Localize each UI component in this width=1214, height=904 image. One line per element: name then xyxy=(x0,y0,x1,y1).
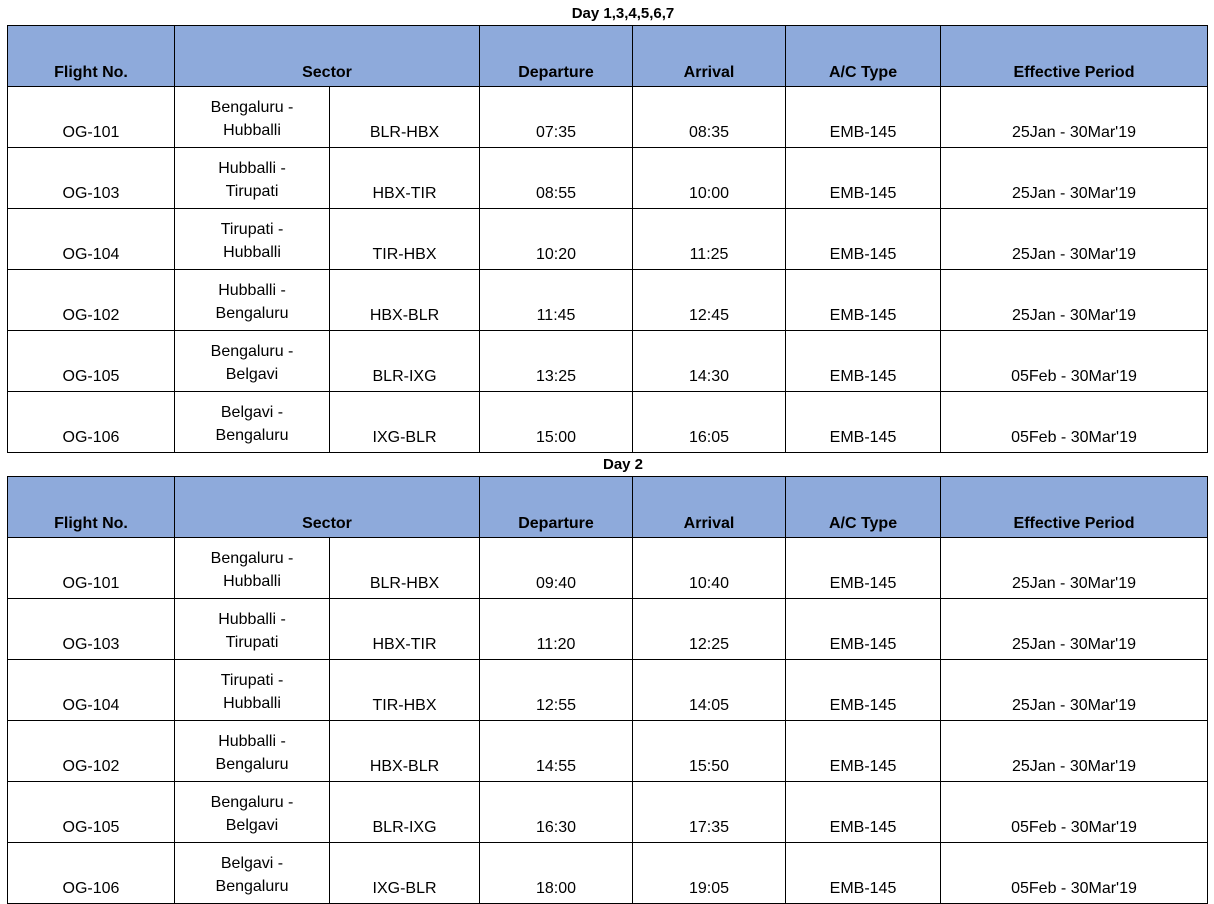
schedule-title: Day 1,3,4,5,6,7 xyxy=(571,5,675,22)
table-row xyxy=(8,721,1208,782)
flight-number: OG-101 xyxy=(8,87,175,148)
arrival-time: 12:25 xyxy=(633,599,786,660)
arrival-time: 15:50 xyxy=(633,721,786,782)
city-to: Bengaluru xyxy=(215,427,289,444)
table-row xyxy=(8,782,1208,843)
effective-period: 25Jan - 30Mar'19 xyxy=(941,599,1208,660)
sector-code: IXG-BLR xyxy=(330,843,480,904)
effective-period: 05Feb - 30Mar'19 xyxy=(941,843,1208,904)
sector-code: HBX-BLR xyxy=(330,721,480,782)
sector-cities xyxy=(175,599,330,660)
flight-number: OG-103 xyxy=(8,599,175,660)
header-row xyxy=(8,477,1208,538)
arrival-time: 17:35 xyxy=(633,782,786,843)
table-row xyxy=(8,148,1208,209)
sector-code: TIR-HBX xyxy=(330,660,480,721)
aircraft-type: EMB-145 xyxy=(786,209,941,270)
schedule-title: Day 2 xyxy=(602,456,644,473)
flight-number: OG-101 xyxy=(8,538,175,599)
table-row xyxy=(8,538,1208,599)
sector-cities xyxy=(175,538,330,599)
effective-period: 25Jan - 30Mar'19 xyxy=(941,209,1208,270)
city-from: Bengaluru - xyxy=(210,550,294,567)
sector-code: BLR-HBX xyxy=(330,538,480,599)
city-from: Bengaluru - xyxy=(210,99,294,116)
sector-cities xyxy=(175,660,330,721)
arrival-time: 14:05 xyxy=(633,660,786,721)
header-effective-period: Effective Period xyxy=(941,26,1208,87)
city-from: Bengaluru - xyxy=(210,343,294,360)
schedule-block-2 xyxy=(7,453,1207,904)
schedule-block-1 xyxy=(7,2,1207,453)
departure-time: 09:40 xyxy=(480,538,633,599)
table-row xyxy=(8,843,1208,904)
city-from: Tirupati - xyxy=(220,221,284,238)
city-to: Tirupati xyxy=(225,634,279,651)
city-to: Belgavi xyxy=(225,366,279,383)
effective-period: 05Feb - 30Mar'19 xyxy=(941,782,1208,843)
aircraft-type: EMB-145 xyxy=(786,660,941,721)
departure-time: 14:55 xyxy=(480,721,633,782)
city-from: Belgavi - xyxy=(220,404,284,421)
schedule-table xyxy=(7,25,1208,453)
sector-cities xyxy=(175,392,330,453)
sector-cities xyxy=(175,270,330,331)
header-departure: Departure xyxy=(480,26,633,87)
effective-period: 25Jan - 30Mar'19 xyxy=(941,721,1208,782)
arrival-time: 10:00 xyxy=(633,148,786,209)
city-to: Tirupati xyxy=(225,183,279,200)
sector-code: HBX-BLR xyxy=(330,270,480,331)
table-row xyxy=(8,660,1208,721)
departure-time: 11:45 xyxy=(480,270,633,331)
header-sector: Sector xyxy=(175,477,480,538)
sector-cities xyxy=(175,782,330,843)
city-to: Bengaluru xyxy=(215,756,289,773)
aircraft-type: EMB-145 xyxy=(786,148,941,209)
city-to: Belgavi xyxy=(225,817,279,834)
city-to: Hubballi xyxy=(223,244,281,261)
table-row xyxy=(8,331,1208,392)
sector-code: TIR-HBX xyxy=(330,209,480,270)
effective-period: 25Jan - 30Mar'19 xyxy=(941,270,1208,331)
table-row xyxy=(8,599,1208,660)
departure-time: 12:55 xyxy=(480,660,633,721)
flight-number: OG-105 xyxy=(8,331,175,392)
flight-number: OG-102 xyxy=(8,721,175,782)
sector-code: BLR-IXG xyxy=(330,331,480,392)
aircraft-type: EMB-145 xyxy=(786,331,941,392)
table-row xyxy=(8,87,1208,148)
aircraft-type: EMB-145 xyxy=(786,599,941,660)
aircraft-type: EMB-145 xyxy=(786,782,941,843)
city-to: Hubballi xyxy=(223,695,281,712)
departure-time: 18:00 xyxy=(480,843,633,904)
sector-code: IXG-BLR xyxy=(330,392,480,453)
city-from: Hubballi - xyxy=(218,611,286,628)
departure-time: 11:20 xyxy=(480,599,633,660)
sector-code: HBX-TIR xyxy=(330,148,480,209)
flight-number: OG-105 xyxy=(8,782,175,843)
effective-period: 25Jan - 30Mar'19 xyxy=(941,87,1208,148)
header-sector: Sector xyxy=(175,26,480,87)
flight-number: OG-102 xyxy=(8,270,175,331)
header-departure: Departure xyxy=(480,477,633,538)
schedule-table xyxy=(7,476,1208,904)
departure-time: 10:20 xyxy=(480,209,633,270)
sector-cities xyxy=(175,148,330,209)
effective-period: 05Feb - 30Mar'19 xyxy=(941,392,1208,453)
header-row xyxy=(8,26,1208,87)
effective-period: 25Jan - 30Mar'19 xyxy=(941,660,1208,721)
flight-number: OG-104 xyxy=(8,660,175,721)
departure-time: 08:55 xyxy=(480,148,633,209)
header-effective-period: Effective Period xyxy=(941,477,1208,538)
aircraft-type: EMB-145 xyxy=(786,538,941,599)
table-row xyxy=(8,392,1208,453)
sector-cities xyxy=(175,209,330,270)
departure-time: 07:35 xyxy=(480,87,633,148)
header-arrival: Arrival xyxy=(633,26,786,87)
arrival-time: 14:30 xyxy=(633,331,786,392)
aircraft-type: EMB-145 xyxy=(786,721,941,782)
header-ac-type: A/C Type xyxy=(786,477,941,538)
sector-cities xyxy=(175,87,330,148)
city-from: Hubballi - xyxy=(218,733,286,750)
header-ac-type: A/C Type xyxy=(786,26,941,87)
aircraft-type: EMB-145 xyxy=(786,87,941,148)
sector-cities xyxy=(175,721,330,782)
city-from: Bengaluru - xyxy=(210,794,294,811)
flight-number: OG-106 xyxy=(8,843,175,904)
city-to: Bengaluru xyxy=(215,878,289,895)
aircraft-type: EMB-145 xyxy=(786,843,941,904)
flight-number: OG-104 xyxy=(8,209,175,270)
departure-time: 13:25 xyxy=(480,331,633,392)
departure-time: 15:00 xyxy=(480,392,633,453)
arrival-time: 10:40 xyxy=(633,538,786,599)
sector-code: HBX-TIR xyxy=(330,599,480,660)
header-flight-no: Flight No. xyxy=(8,477,175,538)
arrival-time: 11:25 xyxy=(633,209,786,270)
aircraft-type: EMB-145 xyxy=(786,270,941,331)
sector-cities xyxy=(175,331,330,392)
city-from: Belgavi - xyxy=(220,855,284,872)
effective-period: 05Feb - 30Mar'19 xyxy=(941,331,1208,392)
header-arrival: Arrival xyxy=(633,477,786,538)
header-flight-no: Flight No. xyxy=(8,26,175,87)
city-to: Hubballi xyxy=(223,573,281,590)
city-from: Tirupati - xyxy=(220,672,284,689)
effective-period: 25Jan - 30Mar'19 xyxy=(941,148,1208,209)
effective-period: 25Jan - 30Mar'19 xyxy=(941,538,1208,599)
sector-code: BLR-HBX xyxy=(330,87,480,148)
sector-cities xyxy=(175,843,330,904)
city-to: Bengaluru xyxy=(215,305,289,322)
city-from: Hubballi - xyxy=(218,160,286,177)
city-from: Hubballi - xyxy=(218,282,286,299)
arrival-time: 08:35 xyxy=(633,87,786,148)
aircraft-type: EMB-145 xyxy=(786,392,941,453)
arrival-time: 12:45 xyxy=(633,270,786,331)
flight-number: OG-103 xyxy=(8,148,175,209)
flight-number: OG-106 xyxy=(8,392,175,453)
arrival-time: 16:05 xyxy=(633,392,786,453)
departure-time: 16:30 xyxy=(480,782,633,843)
sector-code: BLR-IXG xyxy=(330,782,480,843)
table-row xyxy=(8,270,1208,331)
city-to: Hubballi xyxy=(223,122,281,139)
table-row xyxy=(8,209,1208,270)
arrival-time: 19:05 xyxy=(633,843,786,904)
